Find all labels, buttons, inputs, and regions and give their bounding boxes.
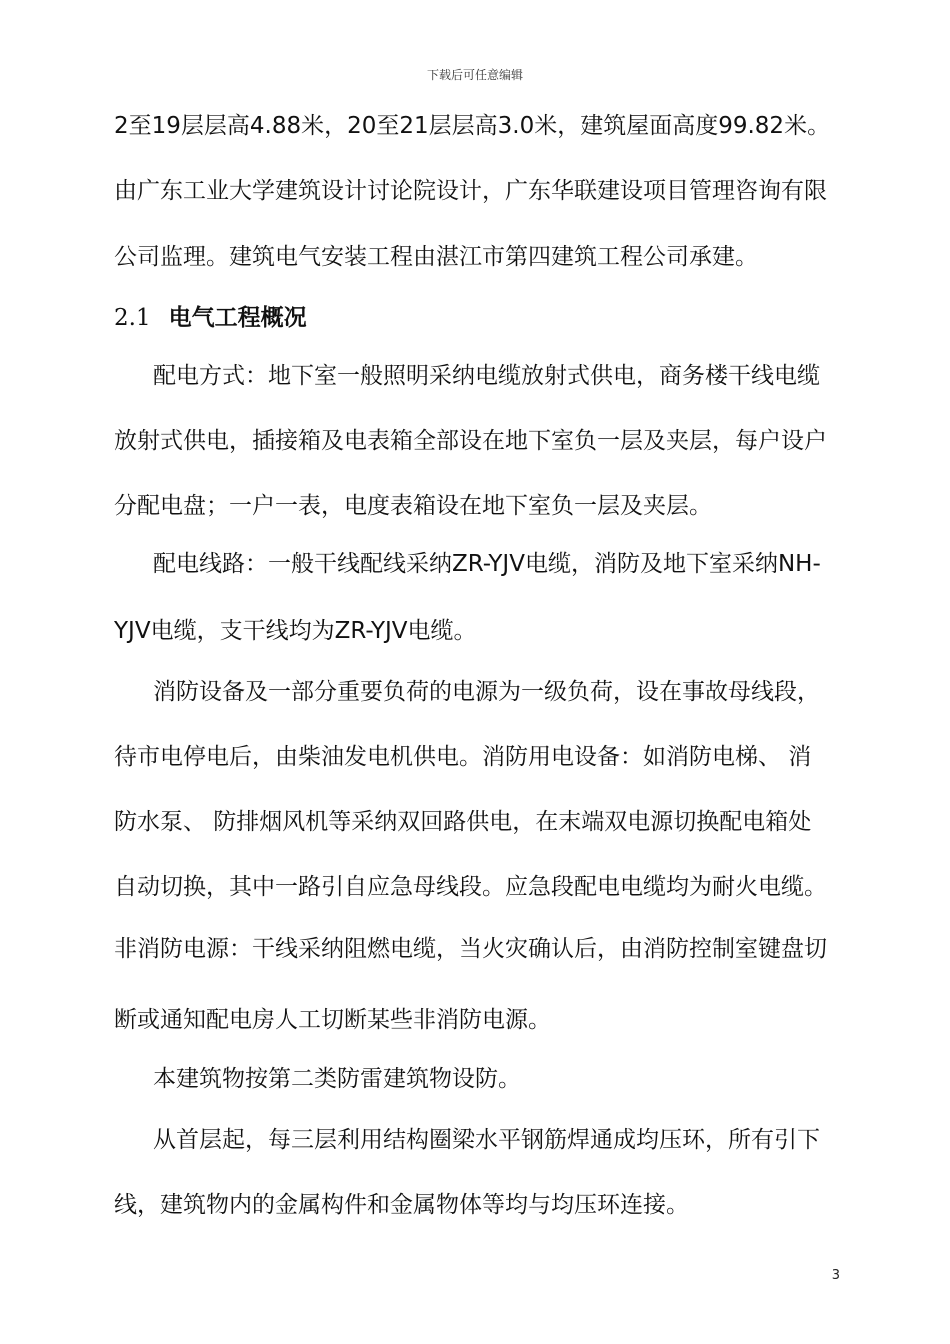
section-heading [114,303,844,333]
body-line: 公司监理。建筑电气安装工程由湛江市第四建筑工程公司承建。 [114,244,758,270]
page-header: 下载后可任意编辑 [426,68,523,82]
page-number: 3 [831,1268,840,1283]
body-line: 2至19层层高4.88米，20至21层层高3.0米，建筑屋面高度99.82米。 [114,113,831,139]
body-line: 放射式供电，插接箱及电表箱全部设在地下室负一层及夹层，每户设户 [114,428,827,454]
body-line: YJV电缆，支干线均为ZR-YJV电缆。 [114,618,477,644]
body-line: 由广东工业大学建筑设计讨论院设计，广东华联建设项目管理咨询有限 [114,178,827,204]
body-line: 从首层起，每三层利用结构圈梁水平钢筋焊通成均压环，所有引下 [153,1127,820,1153]
body-line: 待市电停电后，由柴油发电机供电。消防用电设备：如消防电梯、 消 [114,744,812,770]
body-line: 线，建筑物内的金属构件和金属物体等均与均压环连接。 [114,1192,689,1218]
body-line: 配电方式：地下室一般照明采纳电缆放射式供电，商务楼干线电缆 [153,363,820,389]
body-line: 消防设备及一部分重要负荷的电源为一级负荷，设在事故母线段， [153,679,820,705]
body-line: 防水泵、 防排烟风机等采纳双回路供电，在末端双电源切换配电箱处 [114,809,812,835]
section-number: 2.1 [114,305,151,331]
body-line: 非消防电源：干线采纳阻燃电缆，当火灾确认后，由消防控制室键盘切 [114,936,827,962]
body-line: 配电线路：一般干线配线采纳ZR-YJV电缆，消防及地下室采纳NH- [153,551,821,577]
body-line: 分配电盘；一户一表，电度表箱设在地下室负一层及夹层。 [114,493,712,519]
section-title: 电气工程概况 [168,305,307,331]
body-line: 断或通知配电房人工切断某些非消防电源。 [114,1007,551,1033]
body-line: 本建筑物按第二类防雷建筑物设防。 [153,1066,521,1092]
body-line: 自动切换，其中一路引自应急母线段。应急段配电电缆均为耐火电缆。 [114,874,827,900]
